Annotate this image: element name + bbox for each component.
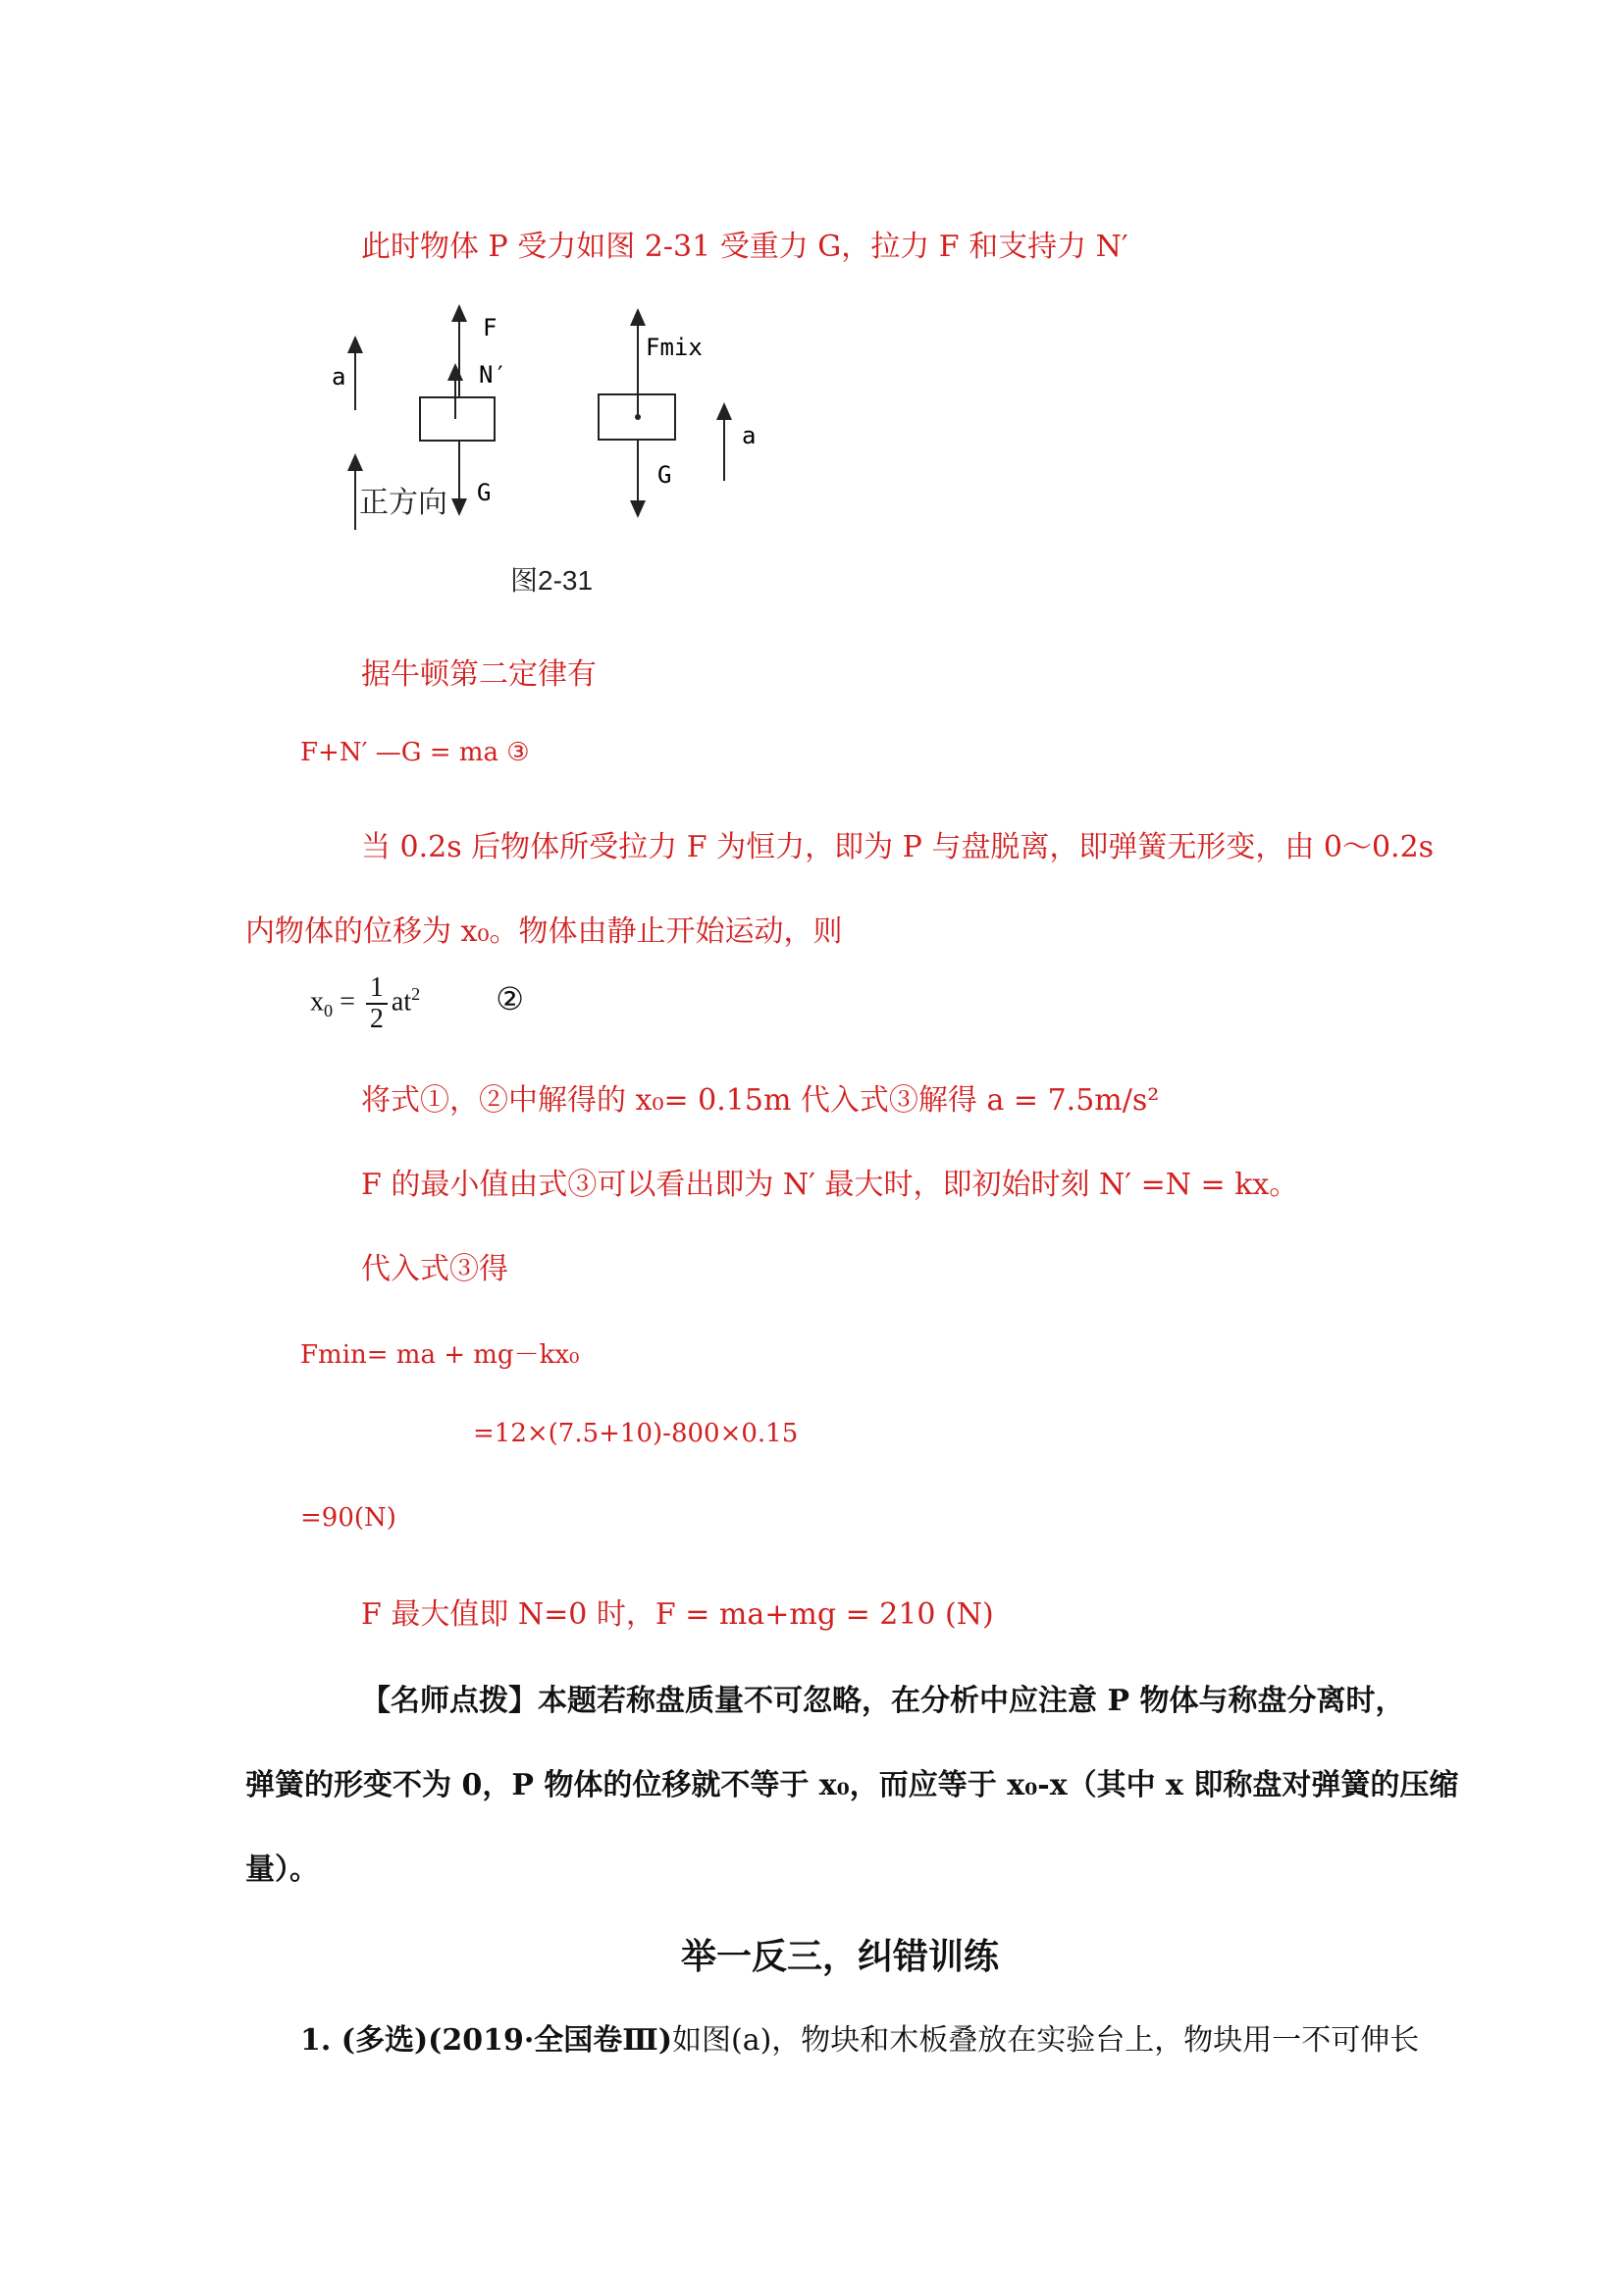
tip-line-1: 【名师点拨】本题若称盘质量不可忽略，在分析中应注意 P 物体与称盘分离时， <box>361 1684 1405 1718</box>
substitute-line: 代入式③得 <box>361 1252 508 1286</box>
positive-direction-label: 正方向 <box>359 486 447 520</box>
equation-2: $x_0$ = $\frac{1}{2}$ $at^2$ ② <box>310 972 524 1034</box>
force-diagram <box>314 294 765 549</box>
figure-caption: 图2-31 <box>510 565 594 596</box>
fmin-line-2: =12×(7.5+10)-800×0.15 <box>473 1419 799 1448</box>
newton-law-line: 据牛顿第二定律有 <box>361 657 597 692</box>
block-left <box>420 397 495 441</box>
force-description: 此时物体 P 受力如图 2-31 受重力 G，拉力 F 和支持力 N′ <box>361 230 1128 264</box>
question-1-source: 1. (多选)(2019·全国卷Ⅲ) <box>300 2023 673 2058</box>
solve-line: 将式①，②中解得的 x₀= 0.15m 代入式③解得 a = 7.5m/s² <box>361 1083 1160 1118</box>
fmin-line-3: =90(N) <box>300 1503 396 1533</box>
fmax-line: F 最大值即 N=0 时，F = ma+mg = 210 (N) <box>361 1597 994 1632</box>
min-value-line: F 的最小值由式③可以看出即为 N′ 最大时，即初始时刻 N′ =N = kx。 <box>361 1168 1299 1202</box>
question-1 <box>300 2015 1419 2059</box>
tip-line-3: 量）。 <box>245 1852 319 1887</box>
accel-label-left: a <box>332 363 346 391</box>
fmax-label: Fmix <box>646 334 703 361</box>
normal-label: N′ <box>479 361 507 389</box>
force-f-label: F <box>483 314 497 341</box>
paragraph-line-2: 内物体的位移为 x₀。物体由静止开始运动，则 <box>245 914 843 949</box>
fmin-line-1: Fmin= ma + mg－kx₀ <box>300 1340 580 1370</box>
gravity-label-left: G <box>477 479 492 506</box>
paragraph-line-1: 当 0.2s 后物体所受拉力 F 为恒力，即为 P 与盘脱离，即弹簧无形变，由 0～0.2s <box>361 830 1435 864</box>
section-heading: 举一反三，纠错训练 <box>681 1936 1000 1977</box>
question-1-text: 如图(a)，物块和木板叠放在实验台上，物块用一不可伸长 <box>672 2023 1420 2058</box>
equation-3: F+N′ —G = ma ③ <box>300 738 530 767</box>
accel-label-right: a <box>742 422 757 449</box>
tip-line-2: 弹簧的形变不为 0，P 物体的位移就不等于 x₀，而应等于 x₀-x（其中 x 即称盘对弹簧的压缩 <box>245 1768 1459 1802</box>
gravity-label-right: G <box>657 461 672 489</box>
